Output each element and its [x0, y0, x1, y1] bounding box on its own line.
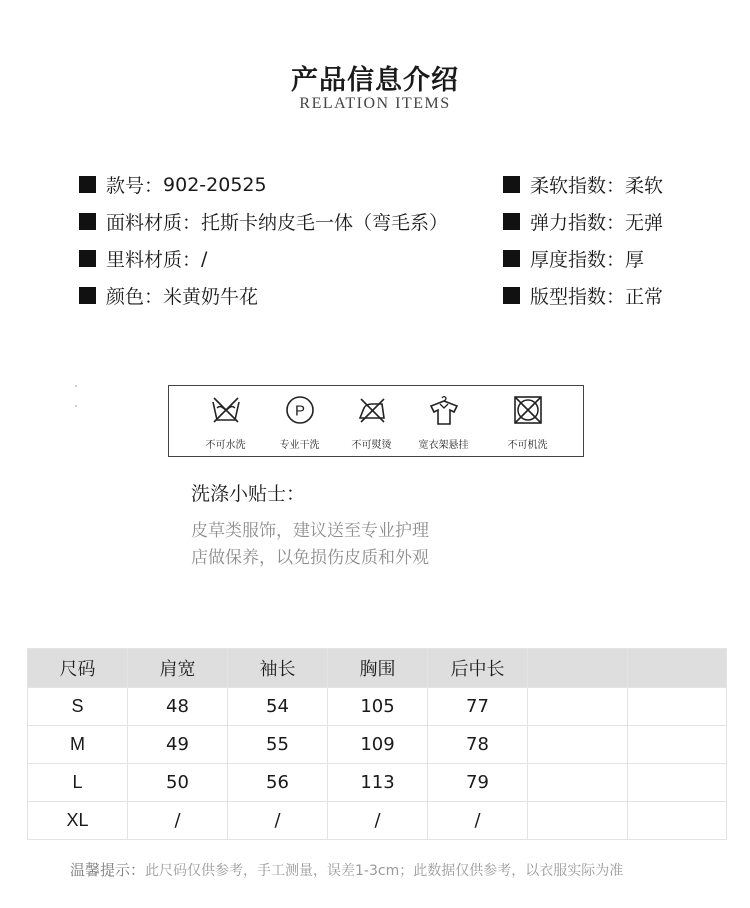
- no-machine-wash-icon: [512, 394, 544, 426]
- care-label: 专业干洗: [279, 440, 320, 451]
- table-cell: 78: [428, 726, 528, 764]
- table-cell: [528, 764, 628, 802]
- care-item-no-iron: [330, 386, 413, 458]
- care-item-no-machine-wash: [486, 386, 569, 458]
- table-cell: 109: [328, 726, 428, 764]
- table-cell: /: [328, 802, 428, 840]
- washing-tip-line: 皮草类服饰，建议送至专业护理: [191, 521, 429, 541]
- spec-fit: [503, 282, 663, 309]
- care-label: 不可水洗: [205, 440, 246, 451]
- spec-value: /: [201, 247, 208, 270]
- care-item-hang: [402, 386, 485, 458]
- care-label: 不可熨烫: [351, 440, 392, 451]
- page-title: 产品信息介绍: [291, 65, 459, 96]
- table-cell: [628, 688, 727, 726]
- spec-value: 正常: [625, 286, 664, 308]
- bullet-square-icon: [503, 213, 520, 230]
- header-cell: 胸围: [328, 649, 428, 688]
- bullet-square-icon: [79, 213, 96, 230]
- table-cell: [628, 802, 727, 840]
- no-iron-icon: [356, 394, 388, 426]
- table-cell: XL: [28, 802, 128, 840]
- table-cell: /: [128, 802, 228, 840]
- spec-value: 无弹: [625, 212, 664, 234]
- table-cell: [628, 764, 727, 802]
- table-cell: 113: [328, 764, 428, 802]
- header-cell: 肩宽: [128, 649, 228, 688]
- spec-lining: [79, 245, 207, 272]
- bullet-square-icon: [79, 176, 96, 193]
- table-row: [28, 688, 727, 726]
- table-cell: 77: [428, 688, 528, 726]
- bullet-square-icon: [79, 287, 96, 304]
- spec-label: 款号：: [106, 175, 164, 197]
- table-header-row: [28, 649, 727, 688]
- spec-thickness: [503, 245, 644, 272]
- table-cell: 50: [128, 764, 228, 802]
- spec-value: 托斯卡纳皮毛一体（弯毛系）: [201, 212, 449, 234]
- no-wash-icon: [210, 394, 242, 426]
- care-item-no-wash: [184, 386, 267, 458]
- spec-softness: [503, 171, 663, 198]
- spec-color: [79, 282, 258, 309]
- table-cell: /: [428, 802, 528, 840]
- table-cell: S: [28, 688, 128, 726]
- table-cell: 55: [228, 726, 328, 764]
- header-cell: 袖长: [228, 649, 328, 688]
- table-cell: 48: [128, 688, 228, 726]
- spec-label: 版型指数：: [530, 286, 626, 308]
- header-cell: 后中长: [428, 649, 528, 688]
- header-cell: 尺码: [28, 649, 128, 688]
- bullet-square-icon: [503, 287, 520, 304]
- table-cell: 54: [228, 688, 328, 726]
- decorative-dot: [75, 385, 77, 387]
- table-cell: M: [28, 726, 128, 764]
- care-label: 不可机洗: [507, 440, 548, 451]
- table-cell: [628, 726, 727, 764]
- care-instructions-box: [168, 385, 584, 457]
- table-row: [28, 802, 727, 840]
- care-item-dry-clean: [258, 386, 341, 458]
- decorative-dot: [75, 405, 77, 407]
- spec-elasticity: [503, 208, 663, 235]
- spec-label: 颜色：: [106, 286, 164, 308]
- spec-value: 902-20525: [163, 173, 267, 196]
- spec-value: 厚: [625, 249, 645, 271]
- spec-value: 柔软: [625, 175, 664, 197]
- table-cell: 56: [228, 764, 328, 802]
- table-cell: 49: [128, 726, 228, 764]
- size-disclaimer-note: [70, 859, 623, 880]
- spec-label: 柔软指数：: [530, 175, 626, 197]
- spec-label: 弹力指数：: [530, 212, 626, 234]
- header-cell: [628, 649, 727, 688]
- spec-style-number: [79, 171, 267, 198]
- table-cell: 79: [428, 764, 528, 802]
- table-cell: [528, 802, 628, 840]
- professional-dry-clean-icon: [284, 394, 316, 426]
- washing-tip-line: 店做保养，以免损伤皮质和外观: [191, 548, 429, 568]
- bullet-square-icon: [503, 176, 520, 193]
- table-row: [28, 726, 727, 764]
- hang-dry-icon: [428, 394, 460, 426]
- spec-fabric: [79, 208, 448, 235]
- table-cell: /: [228, 802, 328, 840]
- table-cell: [528, 688, 628, 726]
- table-cell: L: [28, 764, 128, 802]
- bullet-square-icon: [503, 250, 520, 267]
- table-cell: [528, 726, 628, 764]
- spec-label: 厚度指数：: [530, 249, 626, 271]
- svg-text:P: P: [294, 402, 306, 420]
- bullet-square-icon: [79, 250, 96, 267]
- header-cell: [528, 649, 628, 688]
- washing-tips-title: 洗涤小贴士：: [191, 483, 306, 505]
- spec-value: 米黄奶牛花: [163, 286, 259, 308]
- care-label: 宽衣架悬挂: [418, 440, 469, 451]
- note-lead: 温馨提示：: [70, 861, 146, 879]
- page-subtitle: RELATION ITEMS: [299, 95, 451, 112]
- note-text: 此尺码仅供参考，手工测量，误差1-3cm；此数据仅供参考，以衣服实际为准: [145, 863, 624, 879]
- spec-label: 面料材质：: [106, 212, 202, 234]
- spec-label: 里料材质：: [106, 249, 202, 271]
- table-row: [28, 764, 727, 802]
- table-cell: 105: [328, 688, 428, 726]
- size-table: [27, 648, 727, 840]
